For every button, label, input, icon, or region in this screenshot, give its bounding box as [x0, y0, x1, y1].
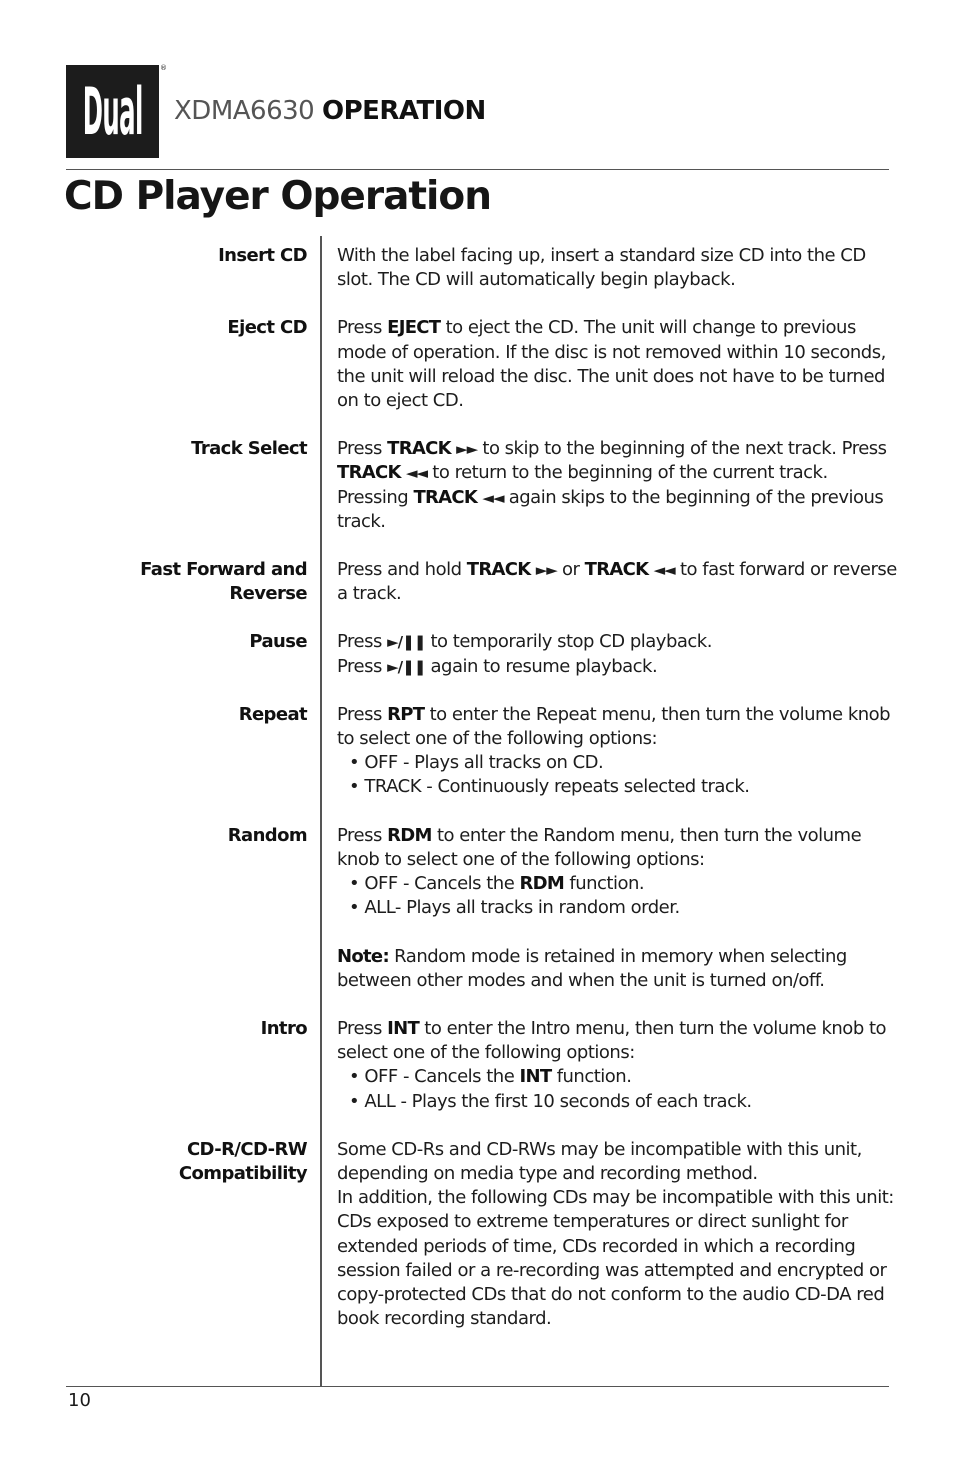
list-item — [337, 872, 897, 896]
section-body — [337, 1138, 897, 1332]
text-run: Press — [337, 631, 388, 653]
section-insert-cd — [0, 244, 954, 292]
random-text — [337, 824, 897, 872]
dual-logo — [66, 65, 159, 158]
key-track: TRACK — [466, 559, 531, 581]
text-run: OFF - Cancels the — [364, 1066, 520, 1088]
section-eject-cd — [0, 316, 954, 413]
model-name: XDMA6630 — [174, 96, 315, 126]
text-run: Random mode is retained in memory when selecting between other modes and when the unit is turned on/off. — [337, 945, 847, 991]
eject-text — [337, 316, 897, 413]
section-label — [0, 1138, 307, 1332]
section-track-select — [0, 437, 954, 534]
text-run: TRACK - Continuously repeats selected track. — [364, 776, 750, 798]
header-title — [174, 96, 486, 126]
bullet-icon: • — [349, 897, 360, 919]
text-run: OFF - Plays all tracks on CD. — [364, 752, 604, 774]
text-run: to enter the Random menu, then turn the volume knob to select one of the following options: — [337, 824, 862, 870]
bullet-icon: • — [349, 776, 360, 798]
text-run: to eject the CD. The unit will change to previous mode of operation. If the disc is not removed within 10 seconds, the unit will reload the disc. The unit does not have to be turned on to eject CD. — [337, 317, 886, 412]
section-label: Pause — [249, 631, 307, 653]
prev-icon: ◄◄ — [405, 464, 428, 483]
section-pause — [0, 630, 954, 678]
text-run: Press — [337, 438, 388, 460]
insert-text: With the label facing up, insert a standard size CD into the CD slot. The CD will automatically begin playback. — [337, 245, 866, 291]
play-pause-icon: ►/❚❚ — [387, 633, 426, 652]
bullet-icon: • — [349, 1090, 360, 1112]
section-body — [337, 437, 897, 534]
repeat-text — [337, 703, 897, 751]
text-run: Press — [337, 655, 388, 677]
section-label: Random — [227, 824, 307, 846]
section-body — [337, 630, 897, 678]
section-name: OPERATION — [321, 96, 486, 126]
key-rpt: RPT — [387, 703, 425, 725]
text-run: to skip to the beginning of the next track. Press — [482, 438, 887, 460]
bullet-icon: • — [349, 873, 360, 895]
section-fast-forward — [0, 558, 954, 606]
label-line: Compatibility — [178, 1163, 307, 1185]
text-run: Press — [337, 317, 388, 339]
instructions — [0, 244, 954, 1356]
section-body — [337, 824, 897, 993]
text-run: to enter the Intro menu, then turn the volume knob to select one of the following options: — [337, 1018, 887, 1064]
list-item — [337, 775, 897, 799]
text-run: Press — [337, 824, 388, 846]
text-run: to temporarily stop CD playback. — [425, 631, 712, 653]
text-run: to return to the beginning of the current track. Pressing — [337, 462, 828, 508]
text-run: OFF - Cancels the — [364, 873, 520, 895]
text-run: ALL - Plays the first 10 seconds of each track. — [364, 1090, 752, 1112]
registered-mark: ® — [160, 64, 167, 72]
track-text — [337, 437, 897, 534]
key-int: INT — [387, 1018, 420, 1040]
key-rdm: RDM — [519, 873, 565, 895]
page-title: CD Player Operation — [64, 174, 491, 219]
bullet-icon: • — [349, 752, 360, 774]
section-body — [337, 1017, 897, 1114]
bullet-icon: • — [349, 1066, 360, 1088]
section-body — [337, 703, 897, 800]
next-icon: ►► — [456, 440, 478, 459]
label-line: CD-R/CD-RW — [186, 1138, 307, 1160]
text-run: Press — [337, 703, 388, 725]
list-item — [337, 896, 897, 920]
key-rdm: RDM — [387, 824, 432, 846]
note-label: Note: — [337, 945, 389, 967]
key-track: TRACK — [584, 559, 649, 581]
section-label: Insert CD — [218, 245, 307, 266]
section-label: Repeat — [238, 703, 307, 725]
text-run: Press and hold — [337, 559, 467, 581]
text-run: function. — [551, 1066, 632, 1088]
dual-logo-text: Dual — [82, 73, 143, 150]
prev-icon: ◄◄ — [482, 488, 504, 507]
text-run: again to resume playback. — [425, 655, 658, 677]
play-pause-icon: ►/❚❚ — [387, 657, 426, 676]
compat-text-2: In addition, the following CDs may be incompatible with this unit: CDs exposed to extreme temperatures or direct sunlight for extended periods of time, CDs recorded in which a recording session failed or a re-recording was attempted and encrypted or copy-protected CDs that do not conform to the audio CD-DA red book recording standard. — [337, 1187, 894, 1330]
pause-line-1 — [337, 630, 897, 654]
text-run: again skips to the beginning of the previous track. — [337, 486, 884, 532]
section-cd-compatibility — [0, 1138, 954, 1332]
key-track: TRACK — [337, 462, 401, 484]
section-label: Track Select — [191, 438, 307, 460]
text-run: Press — [337, 1018, 388, 1040]
section-random — [0, 824, 954, 993]
footer-divider — [66, 1386, 889, 1387]
list-item — [337, 1090, 897, 1114]
random-note — [337, 945, 897, 993]
section-body — [337, 316, 897, 413]
section-label: Eject CD — [227, 317, 307, 339]
section-label: Fast Forward and Reverse — [140, 559, 307, 605]
section-repeat — [0, 703, 954, 800]
text-run: function. — [564, 873, 645, 895]
compat-text-1: Some CD-Rs and CD-RWs may be incompatible with this unit, depending on media type and recording method. — [337, 1138, 862, 1185]
text-run: to fast forward or reverse a track. — [337, 559, 897, 605]
text-run: or — [562, 559, 585, 581]
key-eject: EJECT — [387, 317, 441, 339]
key-int: INT — [519, 1066, 552, 1088]
header-divider — [66, 169, 889, 170]
section-body — [337, 244, 897, 292]
section-body — [337, 558, 897, 606]
section-label: Intro — [260, 1018, 307, 1040]
list-item — [337, 1065, 897, 1089]
prev-icon: ◄◄ — [653, 561, 675, 580]
key-track: TRACK — [413, 486, 478, 508]
list-item — [337, 751, 897, 775]
text-run: ALL- Plays all tracks in random order. — [364, 897, 680, 919]
intro-text — [337, 1017, 897, 1065]
key-track: TRACK — [387, 438, 451, 460]
next-icon: ►► — [535, 561, 557, 580]
page-number: 10 — [68, 1390, 91, 1411]
section-intro — [0, 1017, 954, 1114]
ff-text — [337, 558, 897, 606]
text-run: to enter the Repeat menu, then turn the volume knob to select one of the following options: — [337, 703, 891, 750]
pause-line-2 — [337, 655, 897, 679]
